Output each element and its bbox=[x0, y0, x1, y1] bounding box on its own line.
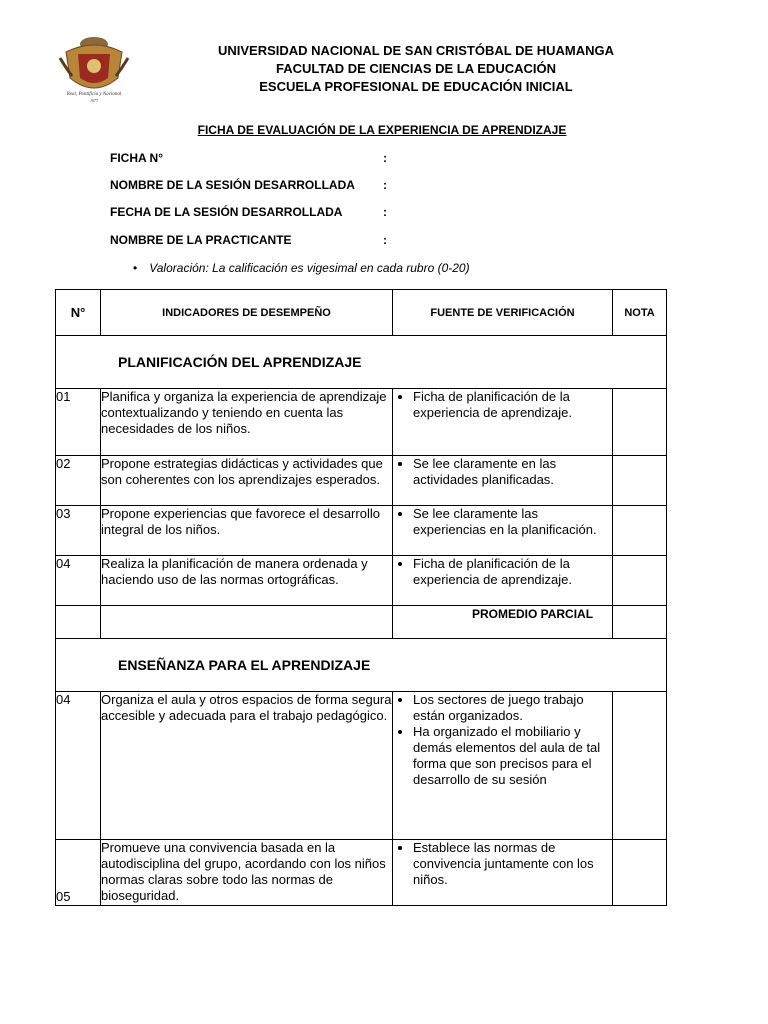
field-ficha-colon: : bbox=[383, 151, 387, 165]
header-grade: NOTA bbox=[613, 290, 667, 336]
field-session-date-colon: : bbox=[383, 205, 387, 219]
table-row bbox=[56, 456, 667, 506]
header-num: N° bbox=[56, 290, 101, 336]
field-session-date-label: FECHA DE LA SESIÓN DESARROLLADA bbox=[110, 205, 343, 219]
evaluation-table bbox=[55, 289, 667, 906]
row-indicator: Promueve una convivencia basada en la autodisciplina del grupo, acordando con los niños normas claras sobre todo las normas de bioseguridad. bbox=[101, 840, 393, 906]
grade-cell[interactable] bbox=[613, 692, 667, 840]
table-row bbox=[56, 556, 667, 606]
row-number: 04 bbox=[56, 556, 101, 606]
row-source bbox=[393, 506, 613, 556]
university-name: UNIVERSIDAD NACIONAL DE SAN CRISTÓBAL DE HUAMANGA bbox=[217, 43, 615, 58]
table-header-row bbox=[56, 290, 667, 336]
table-row bbox=[56, 389, 667, 456]
empty-cell bbox=[56, 606, 101, 639]
source-item: • Los sectores de juego trabajo están organizados. bbox=[413, 692, 612, 724]
school-name: ESCUELA PROFESIONAL DE EDUCACIÓN INICIAL bbox=[259, 79, 573, 94]
row-indicator: Planifica y organiza la experiencia de aprendizaje contextualizando y teniendo en cuenta las necesidades de los niños. bbox=[101, 389, 393, 456]
field-ficha-label: FICHA N° bbox=[110, 151, 164, 165]
row-indicator: Propone experiencias que favorece el desarrollo integral de los niños. bbox=[101, 506, 393, 556]
source-item: • Ha organizado el mobiliario y demás elementos del aula de tal forma que son precisos para el desarrollo de su sesión bbox=[413, 724, 612, 788]
empty-cell bbox=[101, 606, 393, 639]
row-number: 03 bbox=[56, 506, 101, 556]
source-item: • Se lee claramente en las actividades planificadas. bbox=[413, 456, 612, 488]
grade-cell[interactable] bbox=[613, 456, 667, 506]
row-indicator: Realiza la planificación de manera ordenada y haciendo uso de las normas ortográficas. bbox=[101, 556, 393, 606]
field-session-name-label: NOMBRE DE LA SESIÓN DESARROLLADA bbox=[110, 178, 355, 192]
source-item: • Establece las normas de convivencia juntamente con los niños. bbox=[413, 840, 612, 888]
row-source bbox=[393, 840, 613, 906]
row-source bbox=[393, 389, 613, 456]
section-title-planificacion: PLANIFICACIÓN DEL APRENDIZAJE bbox=[56, 336, 667, 389]
row-number: 05 bbox=[56, 840, 101, 906]
faculty-name: FACULTAD DE CIENCIAS DE LA EDUCACIÓN bbox=[276, 61, 556, 76]
field-practicante-label: NOMBRE DE LA PRACTICANTE bbox=[110, 233, 292, 247]
valoracion-text: Valoración: La calificación es vigesimal en cada rubro (0-20) bbox=[149, 261, 470, 275]
header-indicators: INDICADORES DE DESEMPEÑO bbox=[101, 290, 393, 336]
section-title-ensenanza: ENSEÑANZA PARA EL APRENDIZAJE bbox=[56, 639, 667, 692]
grade-cell[interactable] bbox=[613, 556, 667, 606]
valoracion-note: • Valoración: La calificación es vigesimal en cada rubro (0-20) bbox=[133, 261, 470, 275]
table-row bbox=[56, 840, 667, 906]
row-source bbox=[393, 556, 613, 606]
header-source: FUENTE DE VERIFICACIÓN bbox=[393, 290, 613, 336]
source-item: • Ficha de planificación de la experiencia de aprendizaje. bbox=[413, 556, 612, 588]
row-number: 04 bbox=[56, 692, 101, 840]
partial-average-grade[interactable] bbox=[613, 606, 667, 639]
section-row-ensenanza bbox=[56, 639, 667, 692]
form-title: FICHA DE EVALUACIÓN DE LA EXPERIENCIA DE APRENDIZAJE bbox=[197, 123, 567, 137]
grade-cell[interactable] bbox=[613, 389, 667, 456]
row-number: 01 bbox=[56, 389, 101, 456]
partial-average-row bbox=[56, 606, 667, 639]
logo-year: 1677 bbox=[90, 98, 98, 103]
field-session-name-colon: : bbox=[383, 178, 387, 192]
row-indicator: Propone estrategias didácticas y actividades que son coherentes con los aprendizajes esperados. bbox=[101, 456, 393, 506]
field-practicante-colon: : bbox=[383, 233, 387, 247]
partial-average-label: PROMEDIO PARCIAL bbox=[393, 606, 613, 639]
row-source bbox=[393, 692, 613, 840]
section-row-planificacion bbox=[56, 336, 667, 389]
table-row bbox=[56, 692, 667, 840]
row-source bbox=[393, 456, 613, 506]
row-number: 02 bbox=[56, 456, 101, 506]
source-item: • Ficha de planificación de la experiencia de aprendizaje. bbox=[413, 389, 612, 421]
grade-cell[interactable] bbox=[613, 506, 667, 556]
grade-cell[interactable] bbox=[613, 840, 667, 906]
source-item: • Se lee claramente las experiencias en la planificación. bbox=[413, 506, 612, 538]
table-row bbox=[56, 506, 667, 556]
row-indicator: Organiza el aula y otros espacios de forma segura accesible y adecuada para el trabajo pedagógico. bbox=[101, 692, 393, 840]
logo-motto: Real, Pontificia y Nacional bbox=[66, 92, 122, 97]
